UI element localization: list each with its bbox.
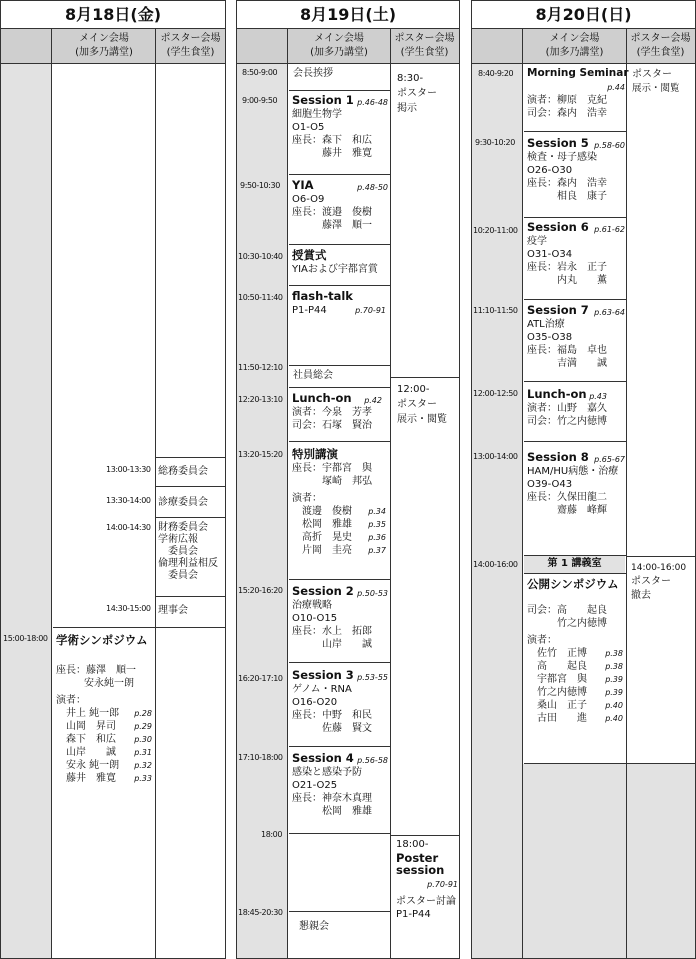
session1 [292, 93, 388, 160]
special-lecture [292, 447, 388, 557]
line: 座長：中野 和民 [292, 710, 372, 721]
speaker-name: 宇都宮 與 [537, 674, 587, 685]
speaker-name: 桑山 正子 [537, 700, 587, 711]
line: 司会：石塚 賢治 [292, 420, 372, 431]
time-label: 10:50-11:40 [238, 293, 283, 302]
line: P1-P44 [396, 909, 431, 920]
divider [289, 387, 390, 388]
main-header-text: メイン会場 (加多乃講堂) [75, 33, 133, 58]
session-title: Session 1 [292, 93, 354, 107]
time-label: 14:00-14:30 [106, 523, 151, 532]
poster-viewing [632, 68, 680, 96]
lunch-on [527, 387, 625, 428]
speaker-name: 高 起良 [537, 661, 587, 672]
speaker-row [527, 699, 625, 712]
session-title: 公開シンポジウム [527, 577, 619, 591]
session-page: p.48-50 [357, 183, 388, 192]
symposium-chair-2: 安永純一朗 [84, 678, 134, 689]
session-page: p.61-62 [594, 225, 625, 234]
line: 藤井 雅寛 [292, 148, 372, 159]
time-label: 9:50-10:30 [240, 181, 280, 190]
session-title: 特別講演 [292, 447, 338, 461]
day3-header [472, 28, 695, 64]
session-title: Lunch-on [292, 391, 352, 405]
flash-talk [292, 289, 388, 317]
board-meeting: 理事会 [158, 605, 188, 616]
day2-poster-header [390, 29, 459, 63]
time-label: 14:30-15:00 [106, 604, 151, 613]
lunch-on [292, 391, 388, 432]
banquet: 懇親会 [299, 921, 329, 932]
public-symposium [527, 577, 625, 725]
flash-range: P1-P44 [292, 305, 327, 316]
line: 疫学 [527, 236, 547, 247]
line: 藤澤 順一 [292, 220, 372, 231]
line: 座長：岩永 正子 [527, 262, 607, 273]
line: 感染と感染予防 [292, 767, 362, 778]
speakers-label: 演者： [527, 635, 557, 646]
session-title: YIA [292, 178, 314, 192]
symposium-title: 学術シンポジウム [56, 633, 148, 647]
speaker-page: p.38 [605, 662, 623, 671]
session5 [527, 136, 625, 203]
day1-time-column [1, 63, 51, 958]
empty-area [627, 764, 695, 958]
speaker-page: p.36 [368, 533, 386, 542]
speaker-page: p.35 [368, 520, 386, 529]
line: ATL治療 [527, 319, 565, 330]
divider [289, 90, 390, 91]
academic-symposium [56, 633, 154, 785]
divider [524, 573, 626, 574]
session8 [527, 450, 625, 517]
opening-address: 会長挨拶 [293, 68, 333, 79]
speakers-label: 演者： [292, 493, 322, 504]
main-header-text: メイン会場 (加多乃講堂) [310, 33, 368, 58]
empty-area [523, 764, 626, 958]
line: 座長：神奈木真理 [292, 793, 372, 804]
speaker-row [527, 647, 625, 660]
line: 竹之内徳博 [527, 618, 607, 629]
yia [292, 178, 388, 232]
divider [524, 555, 626, 556]
line: 司会：竹之内徳博 [527, 416, 607, 427]
speaker-row [56, 746, 154, 759]
line: 18:00- [396, 839, 429, 850]
speaker-name: 山岡 昇司 [66, 721, 116, 732]
divider [289, 441, 390, 442]
divider [287, 28, 288, 958]
award-ceremony [292, 248, 388, 276]
speaker-page: p.38 [605, 649, 623, 658]
poster-session [396, 838, 458, 921]
line: 松岡 雅雄 [292, 806, 372, 817]
line: 8:30- [397, 73, 424, 84]
speaker-page: p.31 [134, 748, 152, 757]
poster-session-title: Poster [396, 851, 439, 865]
line: ゲノム・RNA [292, 684, 352, 695]
line: ポスター [632, 69, 672, 80]
divider [524, 441, 626, 442]
line: 展示・閲覧 [632, 83, 680, 94]
speaker-row [527, 673, 625, 686]
line: O1-O5 [292, 122, 325, 133]
speaker-row [56, 733, 154, 746]
poster-session-title-2: session [396, 863, 445, 877]
divider [524, 131, 626, 132]
line: O10-O15 [292, 613, 338, 624]
time-label: 13:30-14:00 [106, 496, 151, 505]
session4 [292, 751, 388, 818]
session-title: Session 6 [527, 220, 589, 234]
divider [289, 365, 390, 366]
line: O39-O43 [527, 479, 573, 490]
session-title: 授賞式 [292, 248, 327, 262]
lecture-room-label: 第 1 講義室 [547, 558, 602, 569]
day1-title: 8月18日(金) [64, 5, 162, 24]
committee-general: 総務委員会 [158, 466, 208, 477]
session-page: p.58-60 [594, 141, 625, 150]
session-page: p.44 [607, 83, 625, 92]
speaker-name: 古田 進 [537, 713, 587, 724]
poster-posting [397, 71, 437, 116]
time-label: 15:00-18:00 [3, 634, 48, 643]
day2-header [237, 28, 459, 64]
speaker-name: 松岡 雅雄 [302, 519, 352, 530]
committee-finance: 財務委員会 [158, 522, 208, 533]
session2 [292, 584, 388, 651]
line: ポスター [631, 576, 671, 587]
time-label: 13:00-13:30 [106, 465, 151, 474]
speaker-row [527, 686, 625, 699]
day1-panel [0, 0, 226, 959]
day3-panel [471, 0, 696, 959]
session6 [527, 220, 625, 287]
line: 演者：柳原 克紀 [527, 95, 607, 106]
speaker-row [292, 544, 388, 557]
time-label: 10:20-11:00 [473, 226, 518, 235]
line: 座長：久保田龍二 [527, 492, 607, 503]
line: 座長：森下 和広 [292, 135, 372, 146]
speaker-row [527, 660, 625, 673]
line [292, 304, 388, 317]
line: O16-O20 [292, 697, 338, 708]
time-label: 17:10-18:00 [238, 753, 283, 762]
speaker-page: p.40 [605, 714, 623, 723]
speaker-page: p.34 [368, 507, 386, 516]
day2-time-column [237, 63, 287, 958]
time-label: 13:20-15:20 [238, 450, 283, 459]
committee-ethics: 倫理利益相反 [158, 558, 218, 569]
committee-academic-2: 委員会 [168, 546, 198, 557]
divider [289, 833, 390, 834]
session-title: Session 8 [527, 450, 589, 464]
line: 14:00-16:00 [631, 563, 687, 573]
session-page: p.50-53 [357, 589, 388, 598]
time-label: 14:00-16:00 [473, 560, 518, 569]
line: 座長：渡邉 俊樹 [292, 207, 372, 218]
speaker-name: 佐竹 正博 [537, 648, 587, 659]
session-title: Morning Seminar [527, 67, 629, 79]
line: 佐藤 賢文 [292, 723, 372, 734]
time-label: 15:20-16:20 [238, 586, 283, 595]
speaker-row [292, 505, 388, 518]
speaker-name: 井上 純一郎 [66, 708, 120, 719]
line: 細胞生物学 [292, 109, 342, 120]
time-label: 12:00-12:50 [473, 389, 518, 398]
divider [289, 174, 390, 175]
session7 [527, 303, 625, 370]
day3-main-header [524, 29, 625, 63]
committee-academic: 学術広報 [158, 534, 198, 545]
session-title: Session 7 [527, 303, 589, 317]
time-label: 9:30-10:20 [475, 138, 515, 147]
divider [155, 457, 225, 458]
line: O31-O34 [527, 249, 573, 260]
speaker-page: p.39 [605, 675, 623, 684]
day2-title: 8月19日(土) [299, 5, 397, 24]
line: O26-O30 [527, 165, 573, 176]
line: O6-O9 [292, 194, 325, 205]
divider [155, 517, 225, 518]
main-header-text: メイン会場 (加多乃講堂) [545, 33, 604, 58]
divider [390, 28, 391, 958]
line: YIAおよび宇都宮賞 [292, 264, 378, 275]
line: 相良 康子 [527, 191, 607, 202]
divider [524, 217, 626, 218]
line: O21-O25 [292, 780, 338, 791]
time-label: 18:45-20:30 [238, 908, 283, 917]
divider [390, 377, 459, 378]
speaker-page: p.37 [368, 546, 386, 555]
speaker-name: 渡邊 俊樹 [302, 506, 352, 517]
symposium-chair: 座長：藤澤 順一 [56, 665, 136, 676]
day3-title: 8月20日(日) [535, 5, 632, 24]
speaker-row [56, 707, 154, 720]
speaker-name: 片岡 圭亮 [302, 545, 352, 556]
line: 展示・閲覧 [397, 414, 447, 425]
committee-medical: 診療委員会 [158, 497, 208, 508]
speaker-page: p.40 [605, 701, 623, 710]
speaker-row [292, 531, 388, 544]
day1-header [1, 28, 225, 64]
time-label: 16:20-17:10 [238, 674, 283, 683]
speakers-label: 演者： [56, 695, 86, 706]
poster-removal [631, 561, 686, 603]
divider [155, 486, 225, 487]
session-page: p.42 [364, 396, 382, 405]
day1-poster-header [156, 29, 225, 63]
line: 治療戦略 [292, 600, 332, 611]
committee-group [158, 522, 218, 582]
speaker-page: p.28 [134, 709, 152, 718]
speaker-page: p.30 [134, 735, 152, 744]
day3-time-column [472, 63, 522, 958]
session-title: Session 5 [527, 136, 589, 150]
poster-header-text: ポスター会場 (学生食堂) [394, 33, 455, 58]
time-label: 11:10-11:50 [473, 306, 518, 315]
poster-header-text: ポスター会場 (学生食堂) [630, 33, 691, 58]
line: 座長：森内 浩幸 [527, 178, 607, 189]
poster-header-text: ポスター会場 (学生食堂) [160, 33, 221, 58]
session-title: flash-talk [292, 289, 353, 303]
speaker-page: p.33 [134, 774, 152, 783]
day3-poster-header [626, 29, 695, 63]
divider [155, 28, 156, 958]
divider [524, 381, 626, 382]
day1-main-header [53, 29, 155, 63]
time-label: 18:00 [261, 830, 283, 839]
session-page: p.56-58 [357, 756, 388, 765]
session-title: Session 2 [292, 584, 354, 598]
speaker-row [56, 759, 154, 772]
speaker-name: 高折 晃史 [302, 532, 352, 543]
line: 検査・母子感染 [527, 152, 597, 163]
speaker-row [292, 518, 388, 531]
line: 座長：福島 卓也 [527, 345, 607, 356]
divider [51, 28, 52, 958]
line: 吉満 誠 [527, 358, 607, 369]
speaker-row [527, 712, 625, 725]
time-label: 8:50-9:00 [242, 68, 278, 77]
line: 座長：宇都宮 與 [292, 463, 372, 474]
speaker-row [56, 772, 154, 785]
line: ポスター討論 [396, 896, 456, 907]
session-page: p.70-91 [427, 880, 458, 889]
divider [289, 244, 390, 245]
session-title: Session 4 [292, 751, 354, 765]
speaker-name: 竹之内徳博 [537, 687, 587, 698]
line: O35-O38 [527, 332, 573, 343]
day2-main-header [289, 29, 389, 63]
time-label: 9:00-9:50 [242, 96, 278, 105]
time-label: 10:30-10:40 [238, 252, 283, 261]
session-page: p.70-91 [355, 306, 386, 315]
divider [524, 763, 695, 764]
divider [289, 579, 390, 580]
divider [626, 556, 695, 557]
divider [390, 835, 459, 836]
session-title: Session 3 [292, 668, 354, 682]
line: 司会：森内 浩幸 [527, 108, 607, 119]
line: 撤去 [631, 590, 651, 601]
line: 掲示 [397, 103, 417, 114]
line: 演者：山野 嘉久 [527, 403, 607, 414]
session-page: p.43 [589, 392, 607, 401]
time-label: 11:50-12:10 [238, 363, 283, 372]
speaker-name: 山岸 誠 [66, 747, 116, 758]
divider [289, 746, 390, 747]
divider [289, 662, 390, 663]
divider [524, 299, 626, 300]
line: 塚崎 邦弘 [292, 476, 372, 487]
divider [155, 596, 225, 597]
speaker-name: 藤井 雅寛 [66, 773, 116, 784]
session-title: Lunch-on [527, 387, 587, 401]
time-label: 8:40-9:20 [478, 69, 514, 78]
speaker-page: p.32 [134, 761, 152, 770]
session3 [292, 668, 388, 735]
line: HAM/HU病態・治療 [527, 466, 619, 477]
line: ポスター [397, 399, 437, 410]
speaker-page: p.29 [134, 722, 152, 731]
line: ポスター [397, 88, 437, 99]
committee-ethics-2: 委員会 [168, 570, 198, 581]
general-meeting: 社員総会 [293, 370, 333, 381]
speaker-name: 安永 純一朗 [66, 760, 120, 771]
line: 演者：今泉 芳孝 [292, 407, 372, 418]
session-page: p.46-48 [357, 98, 388, 107]
morning-seminar [527, 66, 629, 120]
divider [53, 627, 225, 628]
session-page: p.53-55 [357, 673, 388, 682]
session-page: p.63-64 [594, 308, 625, 317]
speaker-row [56, 720, 154, 733]
divider [289, 911, 390, 912]
line: 内丸 薫 [527, 275, 607, 286]
line: 山岸 誠 [292, 639, 372, 650]
session-page: p.65-67 [594, 455, 625, 464]
speaker-page: p.39 [605, 688, 623, 697]
speaker-name: 森下 和広 [66, 734, 116, 745]
line: 齋藤 峰輝 [527, 505, 607, 516]
time-label: 12:20-13:10 [238, 395, 283, 404]
time-label: 13:00-14:00 [473, 452, 518, 461]
line: 司会：高 起良 [527, 605, 607, 616]
day2-panel [236, 0, 460, 959]
poster-viewing [397, 382, 447, 427]
line: 12:00- [397, 384, 430, 395]
line: 座長：水上 拓郎 [292, 626, 372, 637]
divider [289, 285, 390, 286]
